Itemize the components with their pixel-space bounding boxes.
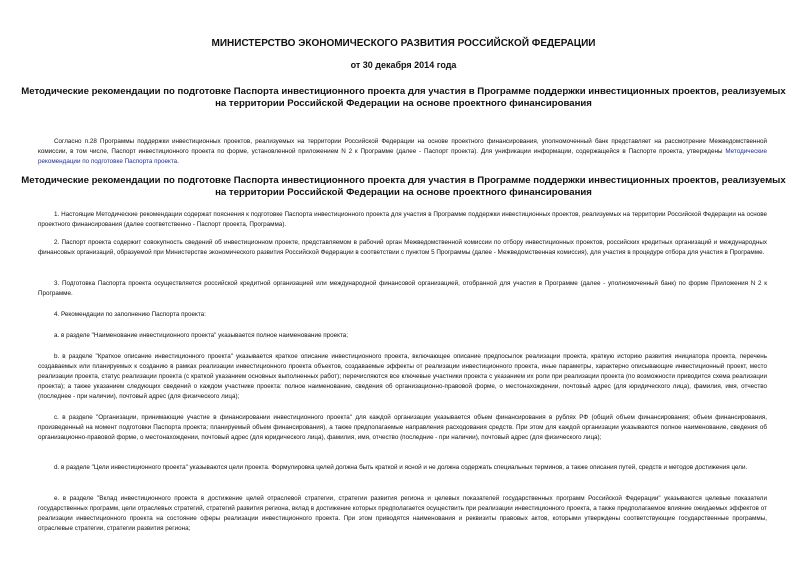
paragraph-d: d. в разделе "Цели инвестиционного проекта" указываются цели проекта. Формулировка целей должна быть краткой и ясной и не должна содержать специальных терминов, а также описания путей, средств и методов достижения цели. [54, 464, 748, 471]
intro-end: . [177, 158, 179, 165]
intro-paragraph [38, 137, 767, 167]
document-date: от 30 декабря 2014 года [350, 60, 457, 70]
document-title: Методические рекомендации по подготовке Паспорта инвестиционного проекта для участия в Программе поддержки инвестиционных проектов, реализуемых на территории Российской Федерации на основе проектного финансирования [21, 86, 786, 109]
paragraph-3: 3. Подготовка Паспорта проекта осуществляется российской кредитной организацией или международной финансовой организацией, отобранной для участия в Программе (далее - уполномоченный банк) по форме Приложения N 2 к Программе. [38, 280, 767, 297]
paragraph-1: 1. Настоящие Методические рекомендации содержат пояснения к подготовке Паспорта инвестиционного проекта для участия в Программе поддержки инвестиционных проектов, реализуемых на территории Российской Федерации на основе проектного финансирования (далее соответственно - Паспорт проекта, Программа). [38, 211, 767, 228]
intro-text: Согласно п.28 Программы поддержки инвестиционных проектов, реализуемых на территории Российской Федерации на основе проектного финансирования, уполномоченный банк представляет на рассмотрение Межведомственной комиссии, в том числе, Паспорт инвестиционного проекта по форме, установленной приложением N 2 к Программе (далее - Паспорт проекта). Для унификации информации, содержащейся в Паспорте проекта, утверждены [38, 138, 767, 155]
paragraph-4: 4. Рекомендации по заполнению Паспорта проекта: [54, 311, 206, 318]
paragraph-e: e. в разделе "Вклад инвестиционного проекта в достижение целей отраслевой стратегии, стратегии развития региона и целевых показателей государственных программ Российской Федерации" указываются целевые показатели государственных программ, цели отраслевых стратегий, стратегий развития региона, вклад в достижение которых предполагается осуществить при реализации инвестиционного проекта, а также предполагаемое влияние ожидаемых эффектов от реализации инвестиционного проекта на состояние сферы реализации инвестиционного проекта. При этом приводятся наименования и реквизиты правовых актов, которыми утверждены соответствующие государственные программы, отраслевые стратегии, стратегии развития региона; [38, 495, 767, 532]
ministry-heading: МИНИСТЕРСТВО ЭКОНОМИЧЕСКОГО РАЗВИТИЯ РОССИЙСКОЙ ФЕДЕРАЦИИ [211, 38, 596, 49]
paragraph-c: c. в разделе "Организации, принимающие участие в финансировании инвестиционного проекта" для каждой организации указывается объем финансирования в рублях РФ (общий объем финансирования; объем финансирования, произведенный на момент подготовки Паспорта проекта; планируемый объем финансирования), а также предполагаемые направления расходования средств. При этом для каждой организации указываются полное наименование, сведения об организационно-правовой форме, о местонахождении, почтовый адрес (для юридического лица), фамилия, имя, отчество (последние - при наличии), почтовый адрес (для физического лица); [38, 414, 767, 441]
section-title: Методические рекомендации по подготовке Паспорта инвестиционного проекта для участия в Программе поддержки инвестиционных проектов, реализуемых на территории Российской Федерации на основе проектного финансирования [21, 175, 786, 198]
paragraph-a: а. в разделе "Наименование инвестиционного проекта" указывается полное наименование проекта; [54, 332, 349, 339]
paragraph-2: 2. Паспорт проекта содержит совокупность сведений об инвестиционном проекте, представляемом в рабочий орган Межведомственной комиссии по отбору инвестиционных проектов, российских кредитных организаций и международных финансовых организаций, образуемой при Министерстве экономического развития Российской Федерации в соответствии с пунктом 5 Программы (далее - Межведомственная комиссия), для участия в процедуре отбора для участия в Программе. [38, 239, 767, 256]
recommendations-link[interactable]: Методические рекомендации по подготовке Паспорта проекта [38, 148, 767, 165]
paragraph-b: b. в разделе "Краткое описание инвестиционного проекта" указывается краткое описание инвестиционного проекта, включающее описание предпосылок реализации проекта, краткую историю развития инициатора проекта, перечень создаваемых или планируемых к созданию в рамках реализации инвестиционного проекта объектов, создаваемые эффекты от реализации инвестиционного проекта, иные параметры, характерно описывающие инвестиционный проект, место реализации проекта, статус реализации проекта (с краткой указанием основных выполненных работ); перечисляются все ключевые участники проекта с указанием их роли при реализации проекта (по возможности приводится схема реализации проекта); а также указанием следующих сведений о каждом участнике проекта: полное наименование, сведения об организационно-правовой форме, о местонахождении, почтовый адрес (для юридического лица), фамилия, имя, отчество (последнее - при наличии), почтовый адрес (для физического лица); [38, 353, 767, 400]
